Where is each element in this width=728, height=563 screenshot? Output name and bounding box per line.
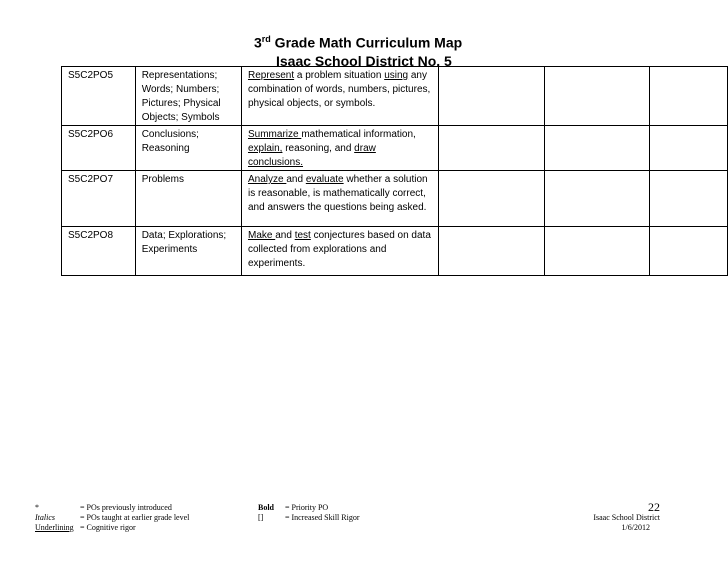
standard-cell [241,126,438,171]
legend-key: * [35,503,39,512]
legend-value: = Cognitive rigor [80,523,136,532]
standard-cell [241,171,438,227]
empty-cell [439,171,545,227]
legend-key: [] [258,513,264,522]
po-code: S5C2PO5 [62,67,136,126]
underlined-verb: Analyze [247,174,287,185]
page-number: 22 [648,500,660,514]
legend-value: = Priority PO [285,503,329,512]
legend-value: = POs taught at earlier grade level [80,513,190,522]
empty-cell [650,67,728,126]
legend-values-right [285,503,360,523]
po-code: S5C2PO7 [62,171,136,227]
empty-cell [650,227,728,276]
standard-text: and [286,174,306,185]
underlined-verb: Represent [247,70,295,81]
empty-cell [439,67,545,126]
underlined-verb: using [384,70,409,81]
table-row [62,227,728,276]
title-line: 3rd Grade Math Curriculum Map [254,34,463,51]
table-row [62,67,728,126]
table-row [62,126,728,171]
standard-cell [241,67,438,126]
empty-cell [544,171,650,227]
legend-value: = Increased Skill Rigor [285,513,360,522]
underlined-verb: test [294,230,311,241]
legend-key: Bold [258,503,275,512]
empty-cell [544,126,650,171]
legend-values [80,503,189,533]
legend-keys [35,503,74,533]
legend-key: Underlining [35,523,74,532]
underlined-verb: Summarize [247,129,302,140]
concept-cell: Representations; Words; Numbers; Pictures; Physical Objects; Symbols [135,67,241,126]
concept-cell: Conclusions; Reasoning [135,126,241,171]
concept-cell: Data; Explorations; Experiments [135,227,241,276]
empty-cell [439,126,545,171]
po-code: S5C2PO8 [62,227,136,276]
underlined-verb: explain, [247,143,283,154]
standard-text: conjectures based on data collected from explorations and experiments. [247,230,431,269]
district-heading: Isaac School District No. 5 [276,53,452,69]
table-row [62,171,728,227]
curriculum-table [61,66,728,276]
standard-text: and [275,230,295,241]
underlined-verb: draw conclusions. [247,143,376,168]
document-date: 1/6/2012 [621,523,650,532]
empty-cell [439,227,545,276]
empty-cell [544,67,650,126]
standard-text: any combination of words, numbers, pictures, physical objects, or symbols. [247,70,431,109]
empty-cell [650,171,728,227]
underlined-verb: Make [247,230,276,241]
footer-district [560,513,660,533]
standard-text: mathematical information, [301,129,416,140]
legend-value: = POs previously introduced [80,503,172,512]
empty-cell [544,227,650,276]
standard-cell [241,227,438,276]
standard-text: whether a solution is reasonable, is mathematically correct, and answers the questions being asked. [247,174,428,213]
standard-text: a problem situation [294,70,385,81]
legend-key: Italics [35,513,55,522]
standard-text: reasoning, and [282,143,355,154]
concept-cell: Problems [135,171,241,227]
legend-keys-right [258,503,274,523]
district-name: Isaac School District [593,513,660,522]
empty-cell [650,126,728,171]
underlined-verb: evaluate [305,174,344,185]
po-code: S5C2PO6 [62,126,136,171]
